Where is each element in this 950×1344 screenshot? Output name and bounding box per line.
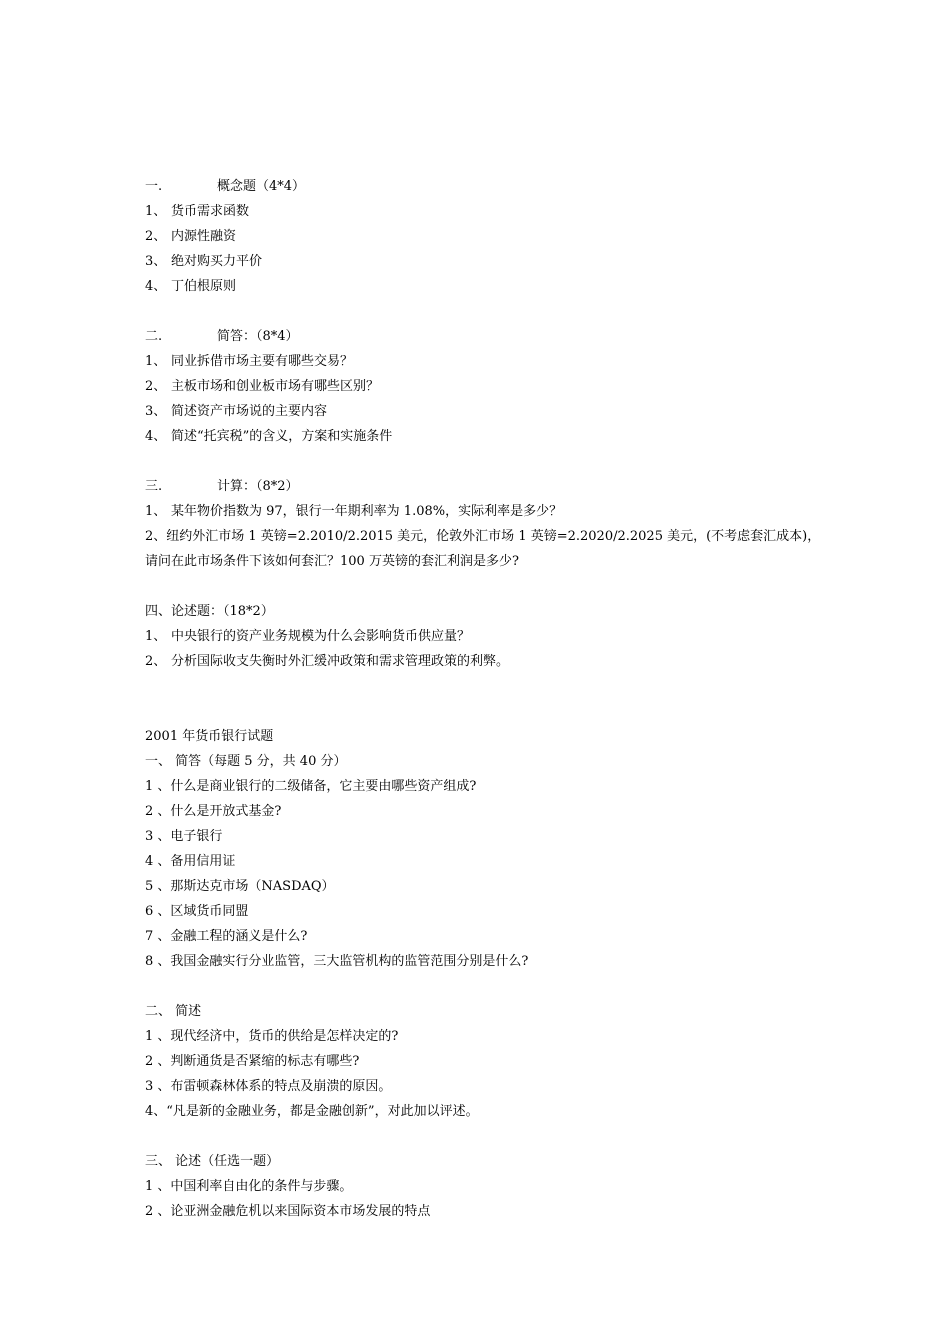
list-item (145, 399, 825, 424)
list-item (145, 624, 825, 649)
item-number: 4、 (145, 429, 167, 444)
section-heading: 四、论述题：（18*2） (145, 604, 274, 619)
list-item: 5 、那斯达克市场（NASDAQ） (145, 879, 335, 894)
list-item: 3 、布雷顿森林体系的特点及崩溃的原因。 (145, 1079, 392, 1094)
spacer (145, 674, 825, 724)
item-text: 货币需求函数 (171, 204, 250, 219)
item-number: 1、 (145, 204, 167, 219)
item-number: 2、 (145, 229, 167, 244)
list-item (145, 249, 825, 274)
list-item (145, 199, 825, 224)
list-item (145, 349, 825, 374)
item-number: 1、 (145, 354, 167, 369)
list-item: 6 、区域货币同盟 (145, 904, 249, 919)
list-item: 2 、判断通货是否紧缩的标志有哪些? (145, 1054, 360, 1069)
document-body (145, 174, 825, 1224)
item-text: 某年物价指数为 97，银行一年期利率为 1.08%，实际利率是多少？ (171, 504, 563, 519)
item-text: 同业拆借市场主要有哪些交易？ (171, 354, 354, 369)
item-number: 2、 (145, 379, 167, 394)
item-number: 4、 (145, 279, 167, 294)
heading-title: 简答：（8*4） (217, 329, 299, 344)
spacer (145, 1124, 825, 1149)
list-item: 1 、什么是商业银行的二级储备，它主要由哪些资产组成? (145, 779, 477, 794)
section-heading: 二、 简述 (145, 1004, 202, 1019)
spacer (145, 299, 825, 324)
item-text: 中央银行的资产业务规模为什么会影响货币供应量？ (171, 629, 471, 644)
list-item (145, 274, 825, 299)
list-item: 1 、现代经济中，货币的供给是怎样决定的? (145, 1029, 399, 1044)
section-heading: 三、 论述（任选一题） (145, 1154, 280, 1169)
item-text: 分析国际收支失衡时外汇缓冲政策和需求管理政策的利弊。 (171, 654, 510, 669)
list-item: 4、“凡是新的金融业务，都是金融创新”，对此加以评述。 (145, 1104, 479, 1119)
heading-number: 二. (145, 329, 163, 344)
item-text: 丁伯根原则 (171, 279, 237, 294)
heading-number: 三. (145, 479, 163, 494)
item-number: 3、 (145, 254, 167, 269)
spacer (145, 974, 825, 999)
section-heading (145, 174, 825, 199)
list-item-continuation: 请问在此市场条件下该如何套汇？100 万英镑的套汇利润是多少? (145, 554, 519, 569)
item-text: 简述“托宾税”的含义，方案和实施条件 (171, 429, 393, 444)
list-item: 1 、中国利率自由化的条件与步骤。 (145, 1179, 353, 1194)
item-number: 1、 (145, 629, 167, 644)
heading-title: 计算：（8*2） (217, 479, 299, 494)
section-heading (145, 474, 825, 499)
list-item: 2 、论亚洲金融危机以来国际资本市场发展的特点 (145, 1204, 431, 1219)
list-item (145, 424, 825, 449)
list-item: 4 、备用信用证 (145, 854, 236, 869)
list-item (145, 499, 825, 524)
item-text: 简述资产市场说的主要内容 (171, 404, 328, 419)
item-text: 内源性融资 (171, 229, 237, 244)
list-item: 8 、我国金融实行分业监管，三大监管机构的监管范围分别是什么? (145, 954, 529, 969)
list-item: 2 、什么是开放式基金? (145, 804, 282, 819)
list-item: 7 、金融工程的涵义是什么? (145, 929, 308, 944)
list-item (145, 649, 825, 674)
item-number: 1、 (145, 504, 167, 519)
item-number: 2、 (145, 654, 167, 669)
spacer (145, 449, 825, 474)
exam-title: 2001 年货币银行试题 (145, 729, 274, 744)
heading-title: 概念题（4*4） (217, 179, 306, 194)
section-heading: 一、 简答（每题 5 分，共 40 分） (145, 754, 347, 769)
list-item: 2、纽约外汇市场 1 英镑=2.2010/2.2015 美元，伦敦外汇市场 1 英镑=2.2020/2.2025 美元，(不考虑套汇成本)， (145, 529, 821, 544)
heading-number: 一. (145, 179, 163, 194)
section-heading (145, 324, 825, 349)
list-item: 3 、电子银行 (145, 829, 223, 844)
item-text: 主板市场和创业板市场有哪些区别？ (171, 379, 380, 394)
item-text: 绝对购买力平价 (171, 254, 263, 269)
item-number: 3、 (145, 404, 167, 419)
list-item (145, 374, 825, 399)
spacer (145, 574, 825, 599)
list-item (145, 224, 825, 249)
